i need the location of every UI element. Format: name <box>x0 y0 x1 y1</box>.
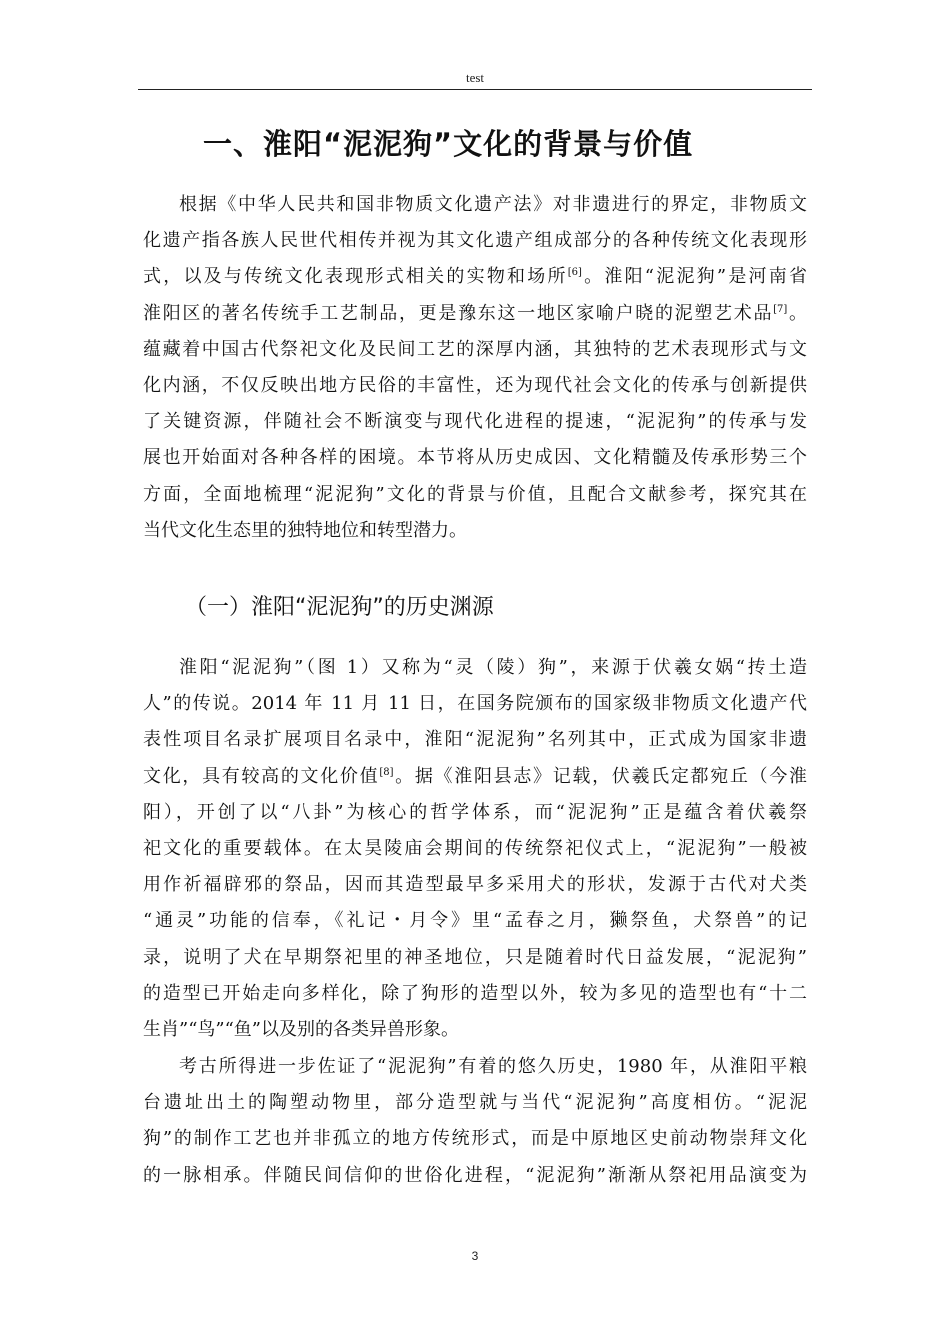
text-line: 蕴藏着中国古代祭祀文化及民间工艺的深厚内涵，其独特的艺术表现形式与文 <box>143 338 807 360</box>
text-line: 式，以及与传统文化表现形式相关的实物和场所[6]。淮阳“泥泥狗”是河南省 <box>143 266 808 288</box>
text-line: 狗”的制作工艺也并非孤立的地方传统形式，而是中原地区史前动物崇拜文化 <box>143 1128 807 1150</box>
text-line: 化遗产指各族人民世代相传并视为其文化遗产组成部分的各种传统文化表现形 <box>143 230 807 252</box>
text-line: 用作祈福辟邪的祭品，因而其造型最早多采用犬的形状，发源于古代对犬类 <box>143 874 807 896</box>
text-line: “通灵”功能的信奉，《礼记・月令》里“孟春之月，獭祭鱼，犬祭兽”的记 <box>143 910 807 932</box>
text-line: 展也开始面对各种各样的困境。本节将从历史成因、文化精髓及传承形势三个 <box>143 447 807 469</box>
text-line: 当代文化生态里的独特地位和转型潜力。 <box>143 519 467 541</box>
text-line: 了关键资源，伴随社会不断演变与现代化进程的提速，“泥泥狗”的传承与发 <box>143 411 807 433</box>
text-line: 人”的传说。2014 年 11 月 11 日，在国务院颁布的国家级非物质文化遗产代 <box>143 693 807 715</box>
text-line: 考古所得进一步佐证了“泥泥狗”有着的悠久历史，1980 年，从淮阳平粮 <box>179 1056 807 1077</box>
subsection-heading: （一）淮阳“泥泥狗”的历史渊源 <box>185 595 494 620</box>
text-line: 淮阳区的著名传统手工艺制品，更是豫东这一地区家喻户晓的泥塑艺术品[7]。 <box>143 302 808 324</box>
text-line: 淮阳“泥泥狗”（图 1）又称为“灵（陵）狗”，来源于伏羲女娲“抟土造 <box>179 657 807 678</box>
text-line: 化内涵，不仅反映出地方民俗的丰富性，还为现代社会文化的传承与创新提供 <box>143 374 807 396</box>
header-rule <box>138 89 812 90</box>
section-heading: 一、淮阳“泥泥狗”文化的背景与价值 <box>203 127 694 161</box>
footnote-ref: [7] <box>773 303 788 315</box>
text-line: 生肖”“鸟”“鱼”以及别的各类异兽形象。 <box>143 1018 460 1040</box>
footnote-ref: [8] <box>379 766 394 778</box>
text-line: 文化，具有较高的文化价值[8]。据《淮阳县志》记载，伏羲氏定都宛丘（今淮 <box>143 765 808 787</box>
text-line: 台遗址出土的陶塑动物里，部分造型就与当代“泥泥狗”高度相仿。“泥泥 <box>143 1092 807 1114</box>
text-line: 祀文化的重要载体。在太昊陵庙会期间的传统祭祀仪式上，“泥泥狗”一般被 <box>143 837 807 859</box>
text-line: 阳），开创了以“八卦”为核心的哲学体系，而“泥泥狗”正是蕴含着伏羲祭 <box>143 801 807 823</box>
text-line: 录，说明了犬在早期祭祀里的神圣地位，只是随着时代日益发展，“泥泥狗” <box>143 946 807 968</box>
text-line: 方面，全面地梳理“泥泥狗”文化的背景与价值，且配合文献参考，探究其在 <box>143 483 807 505</box>
text-line: 的造型已开始走向多样化，除了狗形的造型以外，较为多见的造型也有“十二 <box>143 982 807 1004</box>
text-line: 根据《中华人民共和国非物质文化遗产法》对非遗进行的界定，非物质文 <box>179 194 807 215</box>
page-number: 3 <box>471 1249 479 1263</box>
text-line: 表性项目名录扩展项目名录中，淮阳“泥泥狗”名列其中，正式成为国家非遗 <box>143 729 807 751</box>
paragraph-background <box>143 187 807 549</box>
paragraph-archaeology <box>143 1049 807 1194</box>
footnote-ref: [6] <box>567 267 582 279</box>
text-line: 的一脉相承。伴随民间信仰的世俗化进程，“泥泥狗”渐渐从祭祀用品演变为 <box>143 1164 807 1186</box>
paragraph-history <box>143 650 807 1048</box>
header-text: test <box>465 70 485 85</box>
